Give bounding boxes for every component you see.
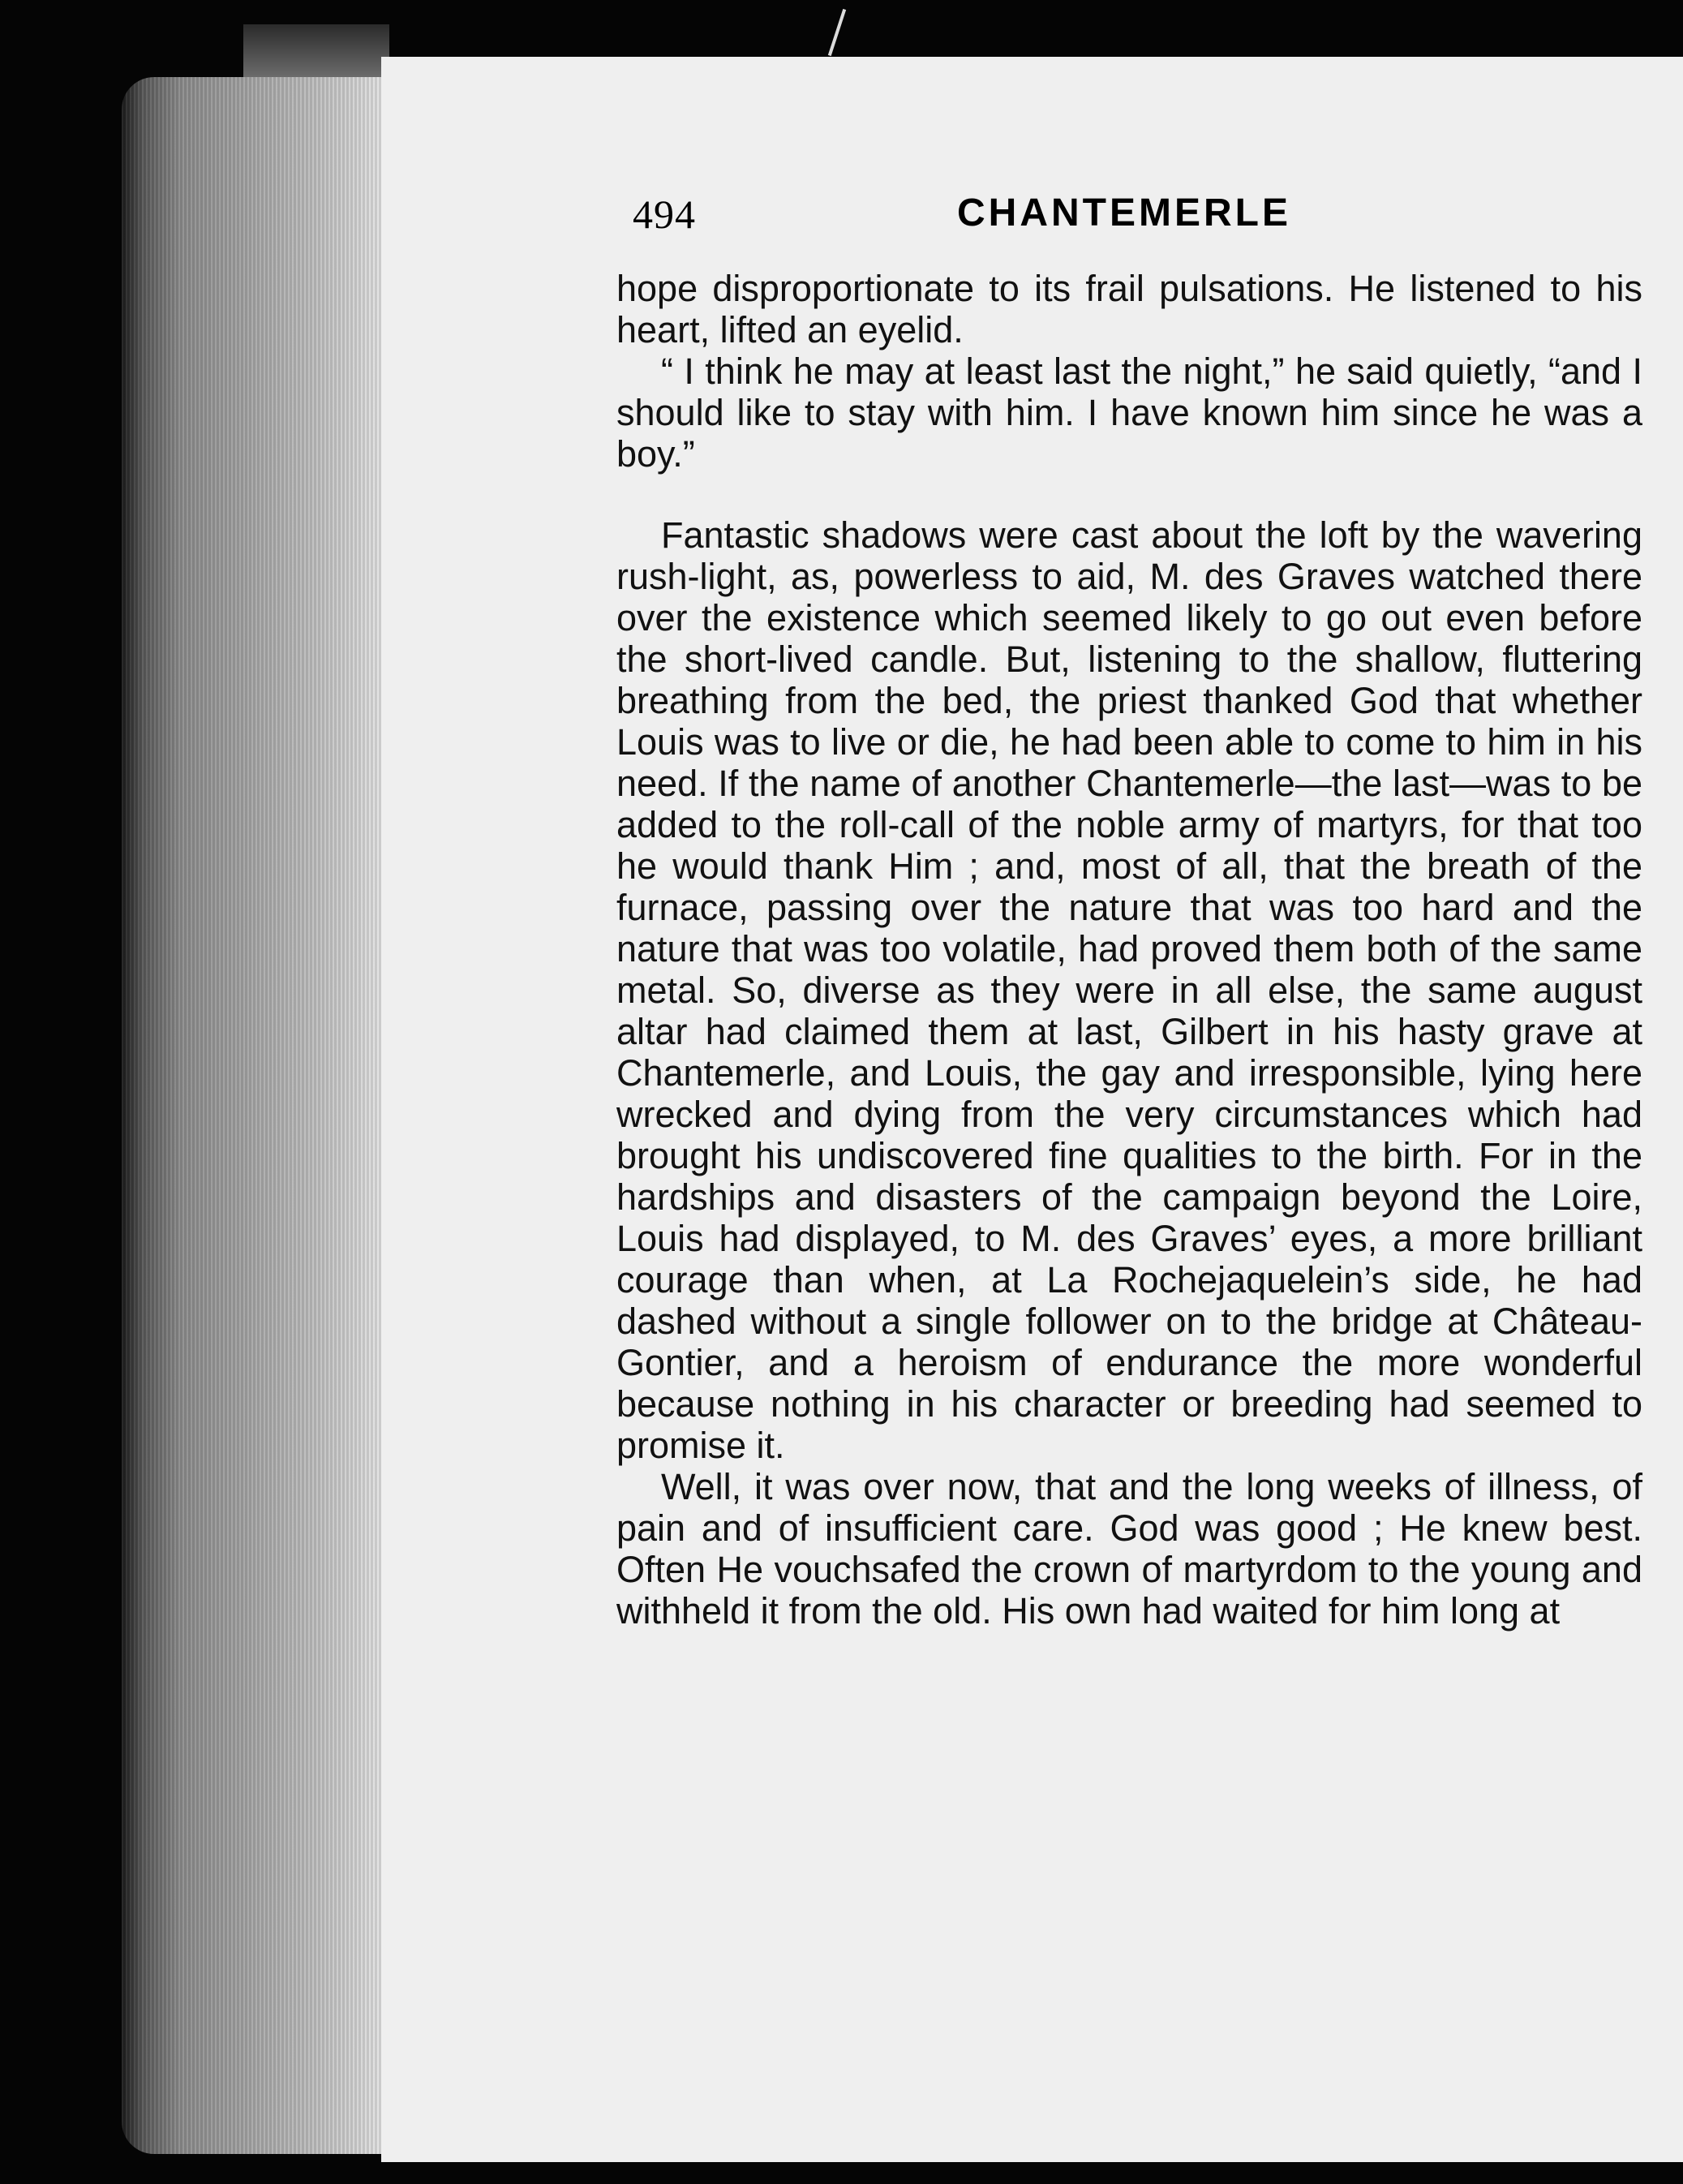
running-head: CHANTEMERLE (957, 191, 1291, 234)
scan-mark (828, 9, 846, 56)
paragraph-closing: Well, it was over now, that and the long weeks of illness, of pain and of insufficient care. God was good ; He knew best. Often He vouchsafed the crown of martyrdom to the young and withheld it from the old. His own had waited for him long at (616, 1466, 1642, 1632)
paragraph-dialogue: “ I think he may at least last the night,” he said quietly, “and I should like to stay with him. I have known him since he was a boy.” (616, 350, 1642, 475)
paragraph-main: Fantastic shadows were cast about the loft by the wavering rush-light, as, powerless to aid, M. des Graves watched there over the existence which seemed likely to go out even before the short-lived candle. But, listening to the shallow, fluttering breathing from the bed, the priest thanked God that whether Louis was to live or die, he had been able to come to him in his need. If the name of another Chantemerle—the last—was to be added to the roll-call of the noble army of martyrs, for that too he would thank Him ; and, most of all, that the breath of the furnace, passing over the nature that was too hard and the nature that was too volatile, had proved them both of the same metal. So, diverse as they were in all else, the same august altar had claimed them at last, Gilbert in his hasty grave at Chantemerle, and Louis, the gay and irresponsible, lying here wrecked and dying from the very circumstances which had brought his undiscovered fine qualities to the birth. For in the hardships and disasters of the campaign beyond the Loire, Louis had displayed, to M. des Graves’ eyes, a more brilliant courage than when, at La Rochejaquelein’s side, he had dashed without a single follower on to the bridge at Château-Gontier, and a heroism of endurance the more wonderful because nothing in his character or breeding had seemed to promise it. (616, 514, 1642, 1466)
book-fore-edge (122, 77, 389, 2154)
page-header (633, 191, 1663, 256)
body-text (616, 268, 1642, 1632)
page-number: 494 (633, 191, 696, 237)
paragraph-continued: hope disproportionate to its frail pulsations. He listened to his heart, lifted an eyelid. (616, 268, 1642, 350)
